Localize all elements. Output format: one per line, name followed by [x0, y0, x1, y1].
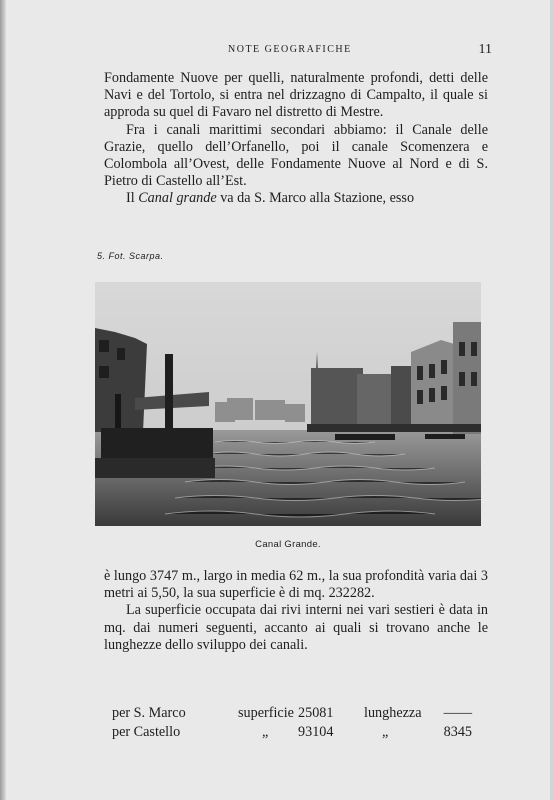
figure-caption: Canal Grande. [255, 539, 321, 550]
area-label: „ [262, 724, 269, 740]
canal-grande-italic: Canal grande [138, 190, 217, 207]
paragraph-fondamente: Fondamente Nuove per quelli, naturalmente profondi, detti delle Navi e del Tortolo, si entra nel drizzagno di Campalto, il quale si approda su quel di Favaro nel distretto di Mestre. [104, 70, 488, 121]
sestiere-name: per S. Marco [112, 705, 186, 721]
page-number: 11 [478, 42, 492, 57]
table-row [112, 704, 472, 723]
sestiere-name: per Castello [112, 724, 181, 740]
text-block-bottom [104, 568, 488, 654]
area-value: 93104 [298, 724, 334, 740]
figure-credit: 5. Fot. Scarpa. [97, 251, 164, 261]
canal-grande-prefix: Il [126, 190, 139, 207]
text-block-top [104, 70, 488, 208]
page-edge [550, 0, 554, 800]
photo-illustration [95, 282, 481, 526]
paragraph-canal-grande [104, 190, 488, 207]
running-title: NOTE GEOGRAFICHE [228, 44, 352, 55]
area-value: 25081 [298, 705, 334, 721]
area-label: superficie [238, 705, 294, 721]
length-value: —— [443, 705, 472, 721]
canal-grande-suffix: va da S. Marco alla Stazione, esso [216, 190, 415, 207]
paragraph-superficie: La superficie occupata dai rivi interni nei vari sestieri è data in mq. dai numeri seguenti, accanto ai quali si trovano anche le lunghezze dello sviluppo dei canali. [104, 602, 488, 653]
table-row [112, 723, 472, 742]
paragraph-canali-secondari: Fra i canali marittimi secondari abbiamo: il Canale delle Grazie, quello dell’Orfanello, poi il canale Scomenzera e Colombola all’Ovest, delle Fondamente Nuove al Nord e di S. Pietro di Castello all’Est. [104, 121, 488, 190]
length-label: „ [382, 724, 389, 740]
page-header [104, 44, 490, 60]
paragraph-dimensions: è lungo 3747 m., largo in media 62 m., la sua profondità varia dai 3 metri ai 5,50, la sua superficie è di mq. 232282. [104, 568, 488, 602]
sestieri-table [112, 704, 472, 742]
canal-grande-photo [95, 282, 481, 526]
length-value: 8345 [443, 724, 472, 740]
length-label: lunghezza [364, 705, 422, 721]
